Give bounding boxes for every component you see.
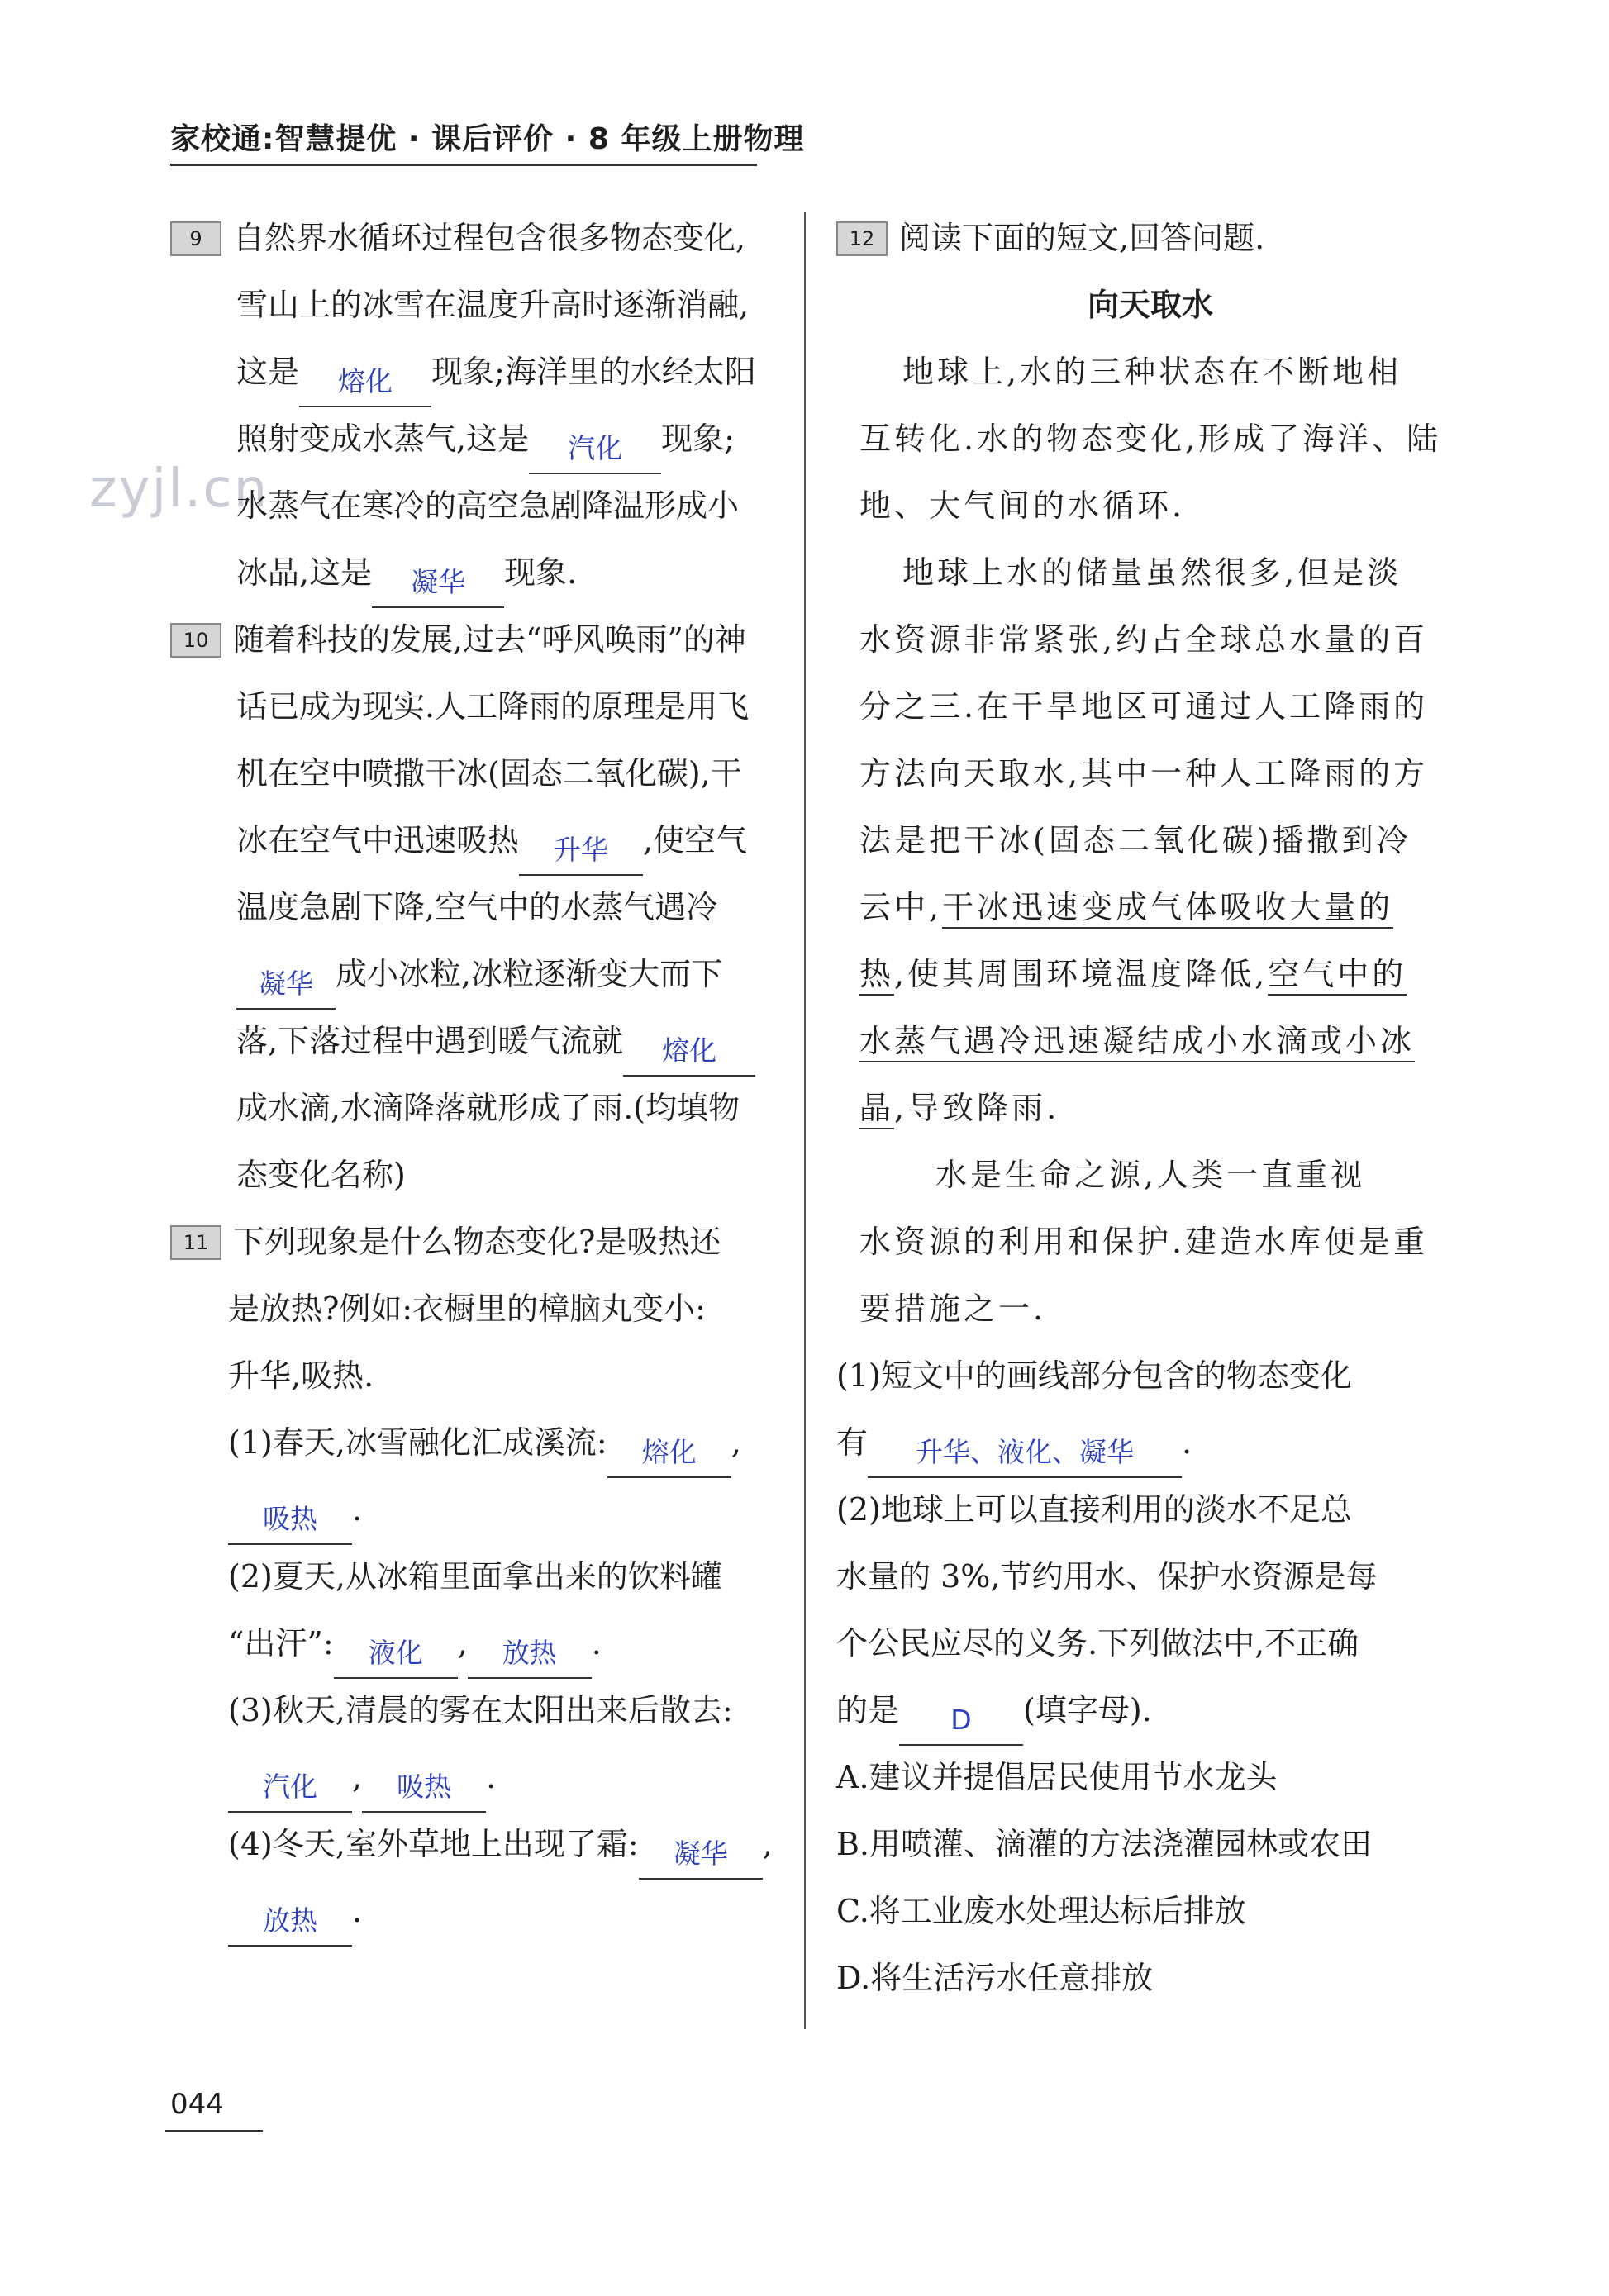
answer-blank[interactable]: 汽化 <box>228 1768 352 1813</box>
answer-blank[interactable]: 放热 <box>468 1634 592 1679</box>
passage-text: ,导致降雨. <box>894 1090 1060 1126</box>
passage-line: 方法向天取水,其中一种人工降雨的方 <box>859 755 1429 791</box>
q12-part-2-cont <box>836 1677 1464 1744</box>
comma: , <box>457 1625 468 1661</box>
q9-text: 这是 <box>236 354 300 390</box>
q11-text: (4)冬天,室外草地上出现了霜: <box>228 1826 639 1862</box>
right-column <box>836 205 1464 2012</box>
period: . <box>591 1625 602 1661</box>
q12-part-1-cont <box>836 1409 1464 1476</box>
passage-line: 要措施之一. <box>859 1291 1047 1327</box>
answer-blank[interactable]: 熔化 <box>623 1032 755 1077</box>
question-11-line <box>170 1209 792 1276</box>
q11-part-1 <box>170 1409 792 1476</box>
q10-line: 成水滴,水滴降落就形成了雨.(均填物 <box>236 1090 740 1126</box>
passage-line <box>836 941 1464 1008</box>
q10-line: 机在空中喷撒干冰(固态二氧化碳),干 <box>236 755 742 791</box>
q10-text: 成小冰粒,冰粒逐渐变大而下 <box>336 956 723 992</box>
q10-line <box>170 1008 792 1075</box>
period: . <box>352 1491 363 1528</box>
q12-text: 的是 <box>836 1692 900 1728</box>
answer-blank[interactable]: 升华、液化、凝华 <box>868 1433 1182 1478</box>
passage-line: 法是把干冰(固态二氧化碳)播撒到冷 <box>859 822 1411 858</box>
answer-blank[interactable]: 升华 <box>519 831 643 876</box>
q10-line: 温度急剧下降,空气中的水蒸气遇冷 <box>236 889 718 925</box>
watermark: zyjl.cn <box>89 459 269 520</box>
underlined-text: 水蒸气遇冷迅速凝结成小水滴或小冰 <box>859 1023 1415 1062</box>
q9-text: 现象;海洋里的水经太阳 <box>431 354 756 390</box>
passage-line: 地球上,水的三种状态在不断地相 <box>902 354 1402 390</box>
q9-text: 现象. <box>504 554 578 591</box>
passage-line: 水是生命之源,人类一直重视 <box>935 1157 1366 1193</box>
answer-blank[interactable]: 吸热 <box>228 1500 352 1545</box>
q11-part-4-cont <box>170 1878 792 1945</box>
q12-part-2-cont: 个公民应尽的义务.下列做法中,不正确 <box>836 1625 1359 1661</box>
q12-part-2-cont: 水量的 3%,节约用水、保护水资源是每 <box>836 1558 1378 1595</box>
q12-text: 有 <box>836 1424 869 1461</box>
comma: , <box>352 1759 363 1795</box>
question-number-11: 11 <box>170 1225 221 1260</box>
passage-line: 水资源的利用和保护.建造水库便是重 <box>859 1224 1429 1260</box>
q10-line: 态变化名称) <box>236 1157 406 1193</box>
question-12-line <box>836 205 1464 272</box>
underlined-text: 空气中的 <box>1268 956 1407 996</box>
q11-text: 下列现象是什么物态变化?是吸热还 <box>233 1224 721 1260</box>
answer-blank[interactable]: 汽化 <box>529 430 661 474</box>
page-number: 044 <box>170 2088 224 2121</box>
left-column <box>170 205 792 1945</box>
page-header: 家校通:智慧提优 · 课后评价 · 8 年级上册物理 <box>170 122 805 156</box>
underlined-text: 晶 <box>859 1090 894 1129</box>
answer-blank[interactable]: D <box>899 1701 1023 1746</box>
answer-blank[interactable]: 放热 <box>228 1902 352 1947</box>
passage-line: 分之三.在干旱地区可通过人工降雨的 <box>859 688 1429 725</box>
q9-line <box>170 339 792 406</box>
q10-line <box>170 807 792 874</box>
q12-text: (填字母). <box>1023 1692 1152 1728</box>
q9-line <box>170 540 792 606</box>
underlined-text: 热 <box>859 956 894 996</box>
answer-blank[interactable]: 凝华 <box>639 1835 763 1880</box>
passage-line: 地、大气间的水循环. <box>859 487 1186 524</box>
q11-text: (1)春天,冰雪融化汇成溪流: <box>228 1424 607 1461</box>
q9-line: 水蒸气在寒冷的高空急剧降温形成小 <box>236 487 740 524</box>
q11-line: 升华,吸热. <box>228 1357 374 1394</box>
question-9-line <box>170 205 792 272</box>
header-rule <box>170 164 757 166</box>
q11-part-2: (2)夏天,从冰箱里面拿出来的饮料罐 <box>228 1558 722 1595</box>
q11-part-2-cont <box>170 1610 792 1677</box>
option-c: C.将工业废水处理达标后排放 <box>836 1893 1246 1929</box>
question-10-line <box>170 606 792 673</box>
q10-line: 话已成为现实.人工降雨的原理是用飞 <box>236 688 750 725</box>
period: . <box>352 1893 363 1929</box>
passage-line <box>836 1008 1464 1075</box>
q11-line: 是放热?例如:衣橱里的樟脑丸变小: <box>228 1291 706 1327</box>
column-divider <box>804 212 806 2029</box>
period: . <box>1182 1424 1192 1461</box>
q11-part-3: (3)秋天,清晨的雾在太阳出来后散去: <box>228 1692 733 1728</box>
passage-line <box>836 1075 1464 1142</box>
answer-blank[interactable]: 熔化 <box>607 1433 731 1478</box>
q12-part-1: (1)短文中的画线部分包含的物态变化 <box>836 1357 1352 1394</box>
q9-text: 现象; <box>661 421 735 457</box>
q9-text: 冰晶,这是 <box>236 554 373 591</box>
period: . <box>486 1759 497 1795</box>
passage-line: 地球上水的储量虽然很多,但是淡 <box>902 554 1402 591</box>
q10-text: 落,下落过程中遇到暖气流就 <box>236 1023 624 1059</box>
q12-part-2: (2)地球上可以直接利用的淡水不足总 <box>836 1491 1352 1528</box>
comma: , <box>762 1826 773 1862</box>
q11-part-3-cont <box>170 1744 792 1811</box>
comma: , <box>731 1424 741 1461</box>
q9-line <box>170 406 792 473</box>
passage-line: 互转化.水的物态变化,形成了海洋、陆 <box>859 421 1442 457</box>
answer-blank[interactable]: 吸热 <box>362 1768 486 1813</box>
q9-text: 照射变成水蒸气,这是 <box>236 421 530 457</box>
passage-title: 向天取水 <box>1087 287 1213 323</box>
q11-part-1-cont <box>170 1476 792 1543</box>
q12-text: 阅读下面的短文,回答问题. <box>899 220 1265 256</box>
page-number-rule <box>165 2130 263 2132</box>
q10-text: ,使空气 <box>643 822 748 858</box>
option-b: B.用喷灌、滴灌的方法浇灌园林或农田 <box>836 1826 1373 1862</box>
question-number-12: 12 <box>836 221 888 256</box>
passage-line <box>836 874 1464 941</box>
q9-line: 雪山上的冰雪在温度升高时逐渐消融, <box>236 287 750 323</box>
question-number-9: 9 <box>170 221 221 256</box>
passage-line: 水资源非常紧张,约占全球总水量的百 <box>859 621 1429 658</box>
option-d: D.将生活污水任意排放 <box>836 1960 1154 1996</box>
answer-blank[interactable]: 凝华 <box>236 965 336 1010</box>
q11-text: “出汗”: <box>228 1625 334 1661</box>
passage-text: ,使其周围环境温度降低, <box>894 956 1269 992</box>
q9-text: 自然界水循环过程包含很多物态变化, <box>233 220 746 256</box>
answer-blank[interactable]: 熔化 <box>299 363 431 407</box>
q10-text: 冰在空气中迅速吸热 <box>236 822 520 858</box>
q10-text: 随着科技的发展,过去“呼风唤雨”的神 <box>233 621 746 658</box>
option-a: A.建议并提倡居民使用节水龙头 <box>836 1759 1278 1795</box>
passage-text: 云中, <box>859 889 943 925</box>
answer-blank[interactable]: 凝华 <box>372 563 504 608</box>
underlined-text: 干冰迅速变成气体吸收大量的 <box>942 889 1393 929</box>
q11-part-4 <box>170 1811 792 1878</box>
question-number-10: 10 <box>170 623 221 658</box>
answer-blank[interactable]: 液化 <box>334 1634 458 1679</box>
q10-line <box>170 941 792 1008</box>
